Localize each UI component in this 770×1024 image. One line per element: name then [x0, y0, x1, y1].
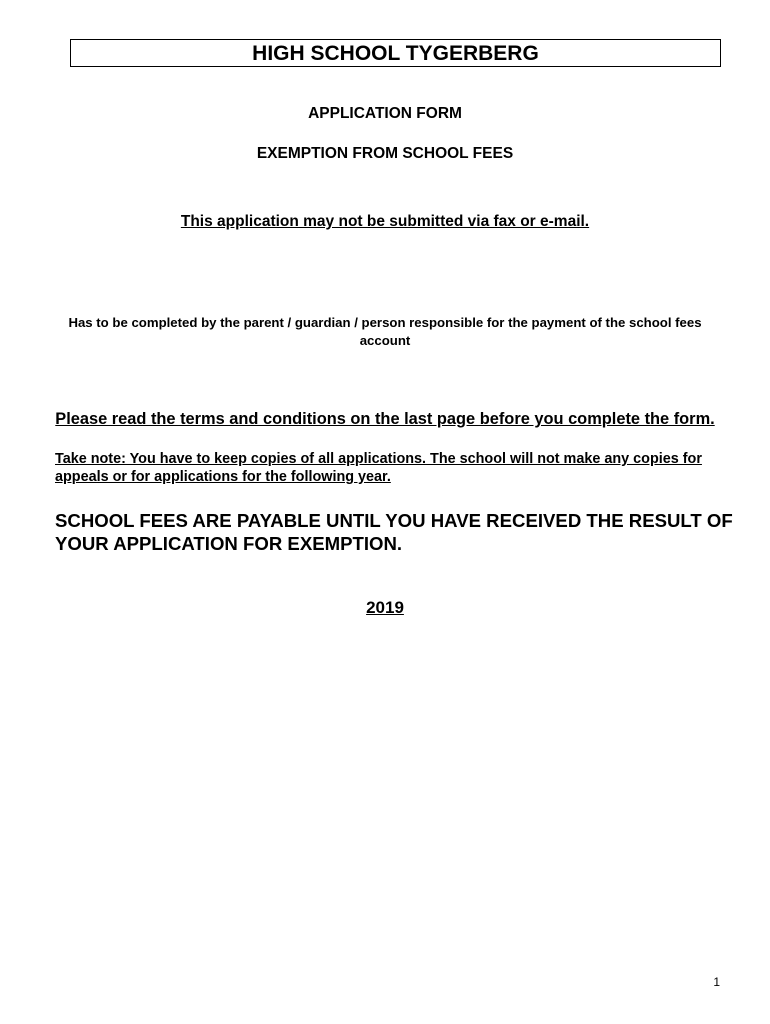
form-subtitle: EXEMPTION FROM SCHOOL FEES [256, 145, 514, 162]
form-title: APPLICATION FORM [308, 105, 462, 122]
no-fax-notice: This application may not be submitted via fax or e-mail. [180, 213, 590, 230]
completed-by-instruction: Has to be completed by the parent / guardian / person responsible for the payment of the school fees account [68, 315, 702, 348]
form-year: 2019 [366, 598, 404, 617]
terms-notice: Please read the terms and conditions on the last page before you complete the form. [55, 410, 715, 428]
school-name-title: HIGH SCHOOL TYGERBERG [70, 39, 721, 67]
fees-payable-notice: SCHOOL FEES ARE PAYABLE UNTIL YOU HAVE RECEIVED THE RESULT OF YOUR APPLICATION FOR EXEMPTION. [55, 510, 733, 554]
page-number: 1 [713, 975, 720, 989]
take-note-notice: Take note: You have to keep copies of all applications. The school will not make any copies for appeals or for applications for the following year. [55, 451, 702, 485]
